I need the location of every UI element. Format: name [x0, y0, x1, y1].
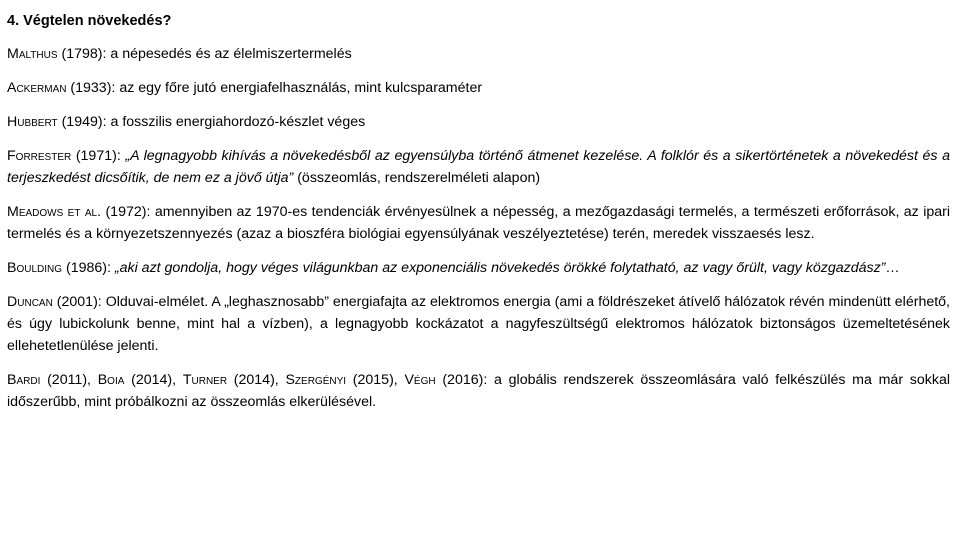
author-year: (2001): [52, 294, 98, 310]
author-year: (2014),: [227, 372, 286, 388]
author-year: (2011),: [40, 372, 98, 388]
separator: :: [146, 204, 155, 220]
entry-duncan: [7, 291, 950, 357]
separator: :: [483, 372, 495, 388]
author-name: Bardi: [7, 372, 41, 388]
entry-text-after: …: [885, 260, 900, 276]
author-name: Duncan: [7, 294, 53, 310]
separator: :: [106, 260, 115, 276]
entry-text: az egy főre jutó energiafelhasználás, mint kulcsparaméter: [119, 80, 483, 96]
author-name: Meadows et al.: [7, 204, 102, 220]
entry-meadows: [7, 201, 950, 245]
author-name: Boia: [97, 372, 125, 388]
author-year: (2016): [435, 372, 484, 388]
entry-quote: „A legnagyobb kihívás a növekedésből az egyensúlyba történő átmenet kezelése. A folklór és a sikertörténetek a növekedést és a terjeszkedést dicsőítik, de nem ez a jövő útja”: [7, 148, 950, 186]
author-year: (1971): [71, 148, 117, 164]
author-name: Boulding: [7, 260, 63, 276]
separator: :: [97, 294, 106, 310]
entry-collapse-authors: [7, 369, 950, 413]
author-year: (1986): [62, 260, 107, 276]
entry-hubbert: [7, 111, 950, 133]
slide-title: 4. Végtelen növekedés?: [7, 13, 172, 29]
entry-text: Olduvai-elmélet. A „leghasznosabb” energiafajta az elektromos energia (ami a földrészeket átívelő hálózatok révén mindenütt elérhető, és úgy lubickolunk benne, mint hal a vízben), a legnagyobb kockázatot a nagyfeszültségű elektromos hálózatok biztonságos üzemeltetésének ellehetetlenülése jelenti.: [7, 294, 950, 354]
entry-text: a népesedés és az élelmiszertermelés: [110, 46, 352, 62]
entry-text: a fosszilis energiahordozó-készlet véges: [110, 114, 366, 130]
entry-text: a globális rendszerek összeomlására való felkészülés ma már sokkal időszerűbb, mint próbálkozni az összeomlás elkerülésével.: [7, 372, 950, 410]
author-year: (1798): [57, 46, 103, 62]
entry-text: amennyiben az 1970-es tendenciák érvényesülnek a népesség, a mezőgazdasági termelés, a természeti erőforrások, az ipari termelés és a környezetszennyezés (azaz a bioszféra biológiai egyensúlyának veszélyeztetése) terén, meredek visszaesés lesz.: [7, 204, 950, 242]
author-name: Szergényi: [285, 372, 347, 388]
author-year: (1949): [57, 114, 103, 130]
author-year: (1972): [101, 204, 147, 220]
author-name: Forrester: [7, 148, 72, 164]
entry-ackerman: [7, 77, 950, 99]
separator: :: [111, 80, 120, 96]
entry-text-after: (összeomlás, rendszerelméleti alapon): [293, 170, 541, 186]
author-year: (1933): [66, 80, 112, 96]
author-name: Ackerman: [7, 80, 67, 96]
entry-forrester: [7, 145, 950, 189]
author-year: (2015),: [346, 372, 405, 388]
entry-quote: „aki azt gondolja, hogy véges világunkban az exponenciális növekedés örökké folytatható, az vagy őrült, vagy közgazdász”: [114, 260, 886, 276]
entry-malthus: [7, 43, 950, 65]
author-name: Hubbert: [7, 114, 58, 130]
separator: :: [102, 46, 111, 62]
author-name: Turner: [182, 372, 228, 388]
separator: :: [102, 114, 111, 130]
entry-boulding: [7, 257, 950, 279]
separator: :: [116, 148, 126, 164]
author-year: (2014),: [124, 372, 183, 388]
author-name: Végh: [404, 372, 436, 388]
author-name: Malthus: [7, 46, 58, 62]
